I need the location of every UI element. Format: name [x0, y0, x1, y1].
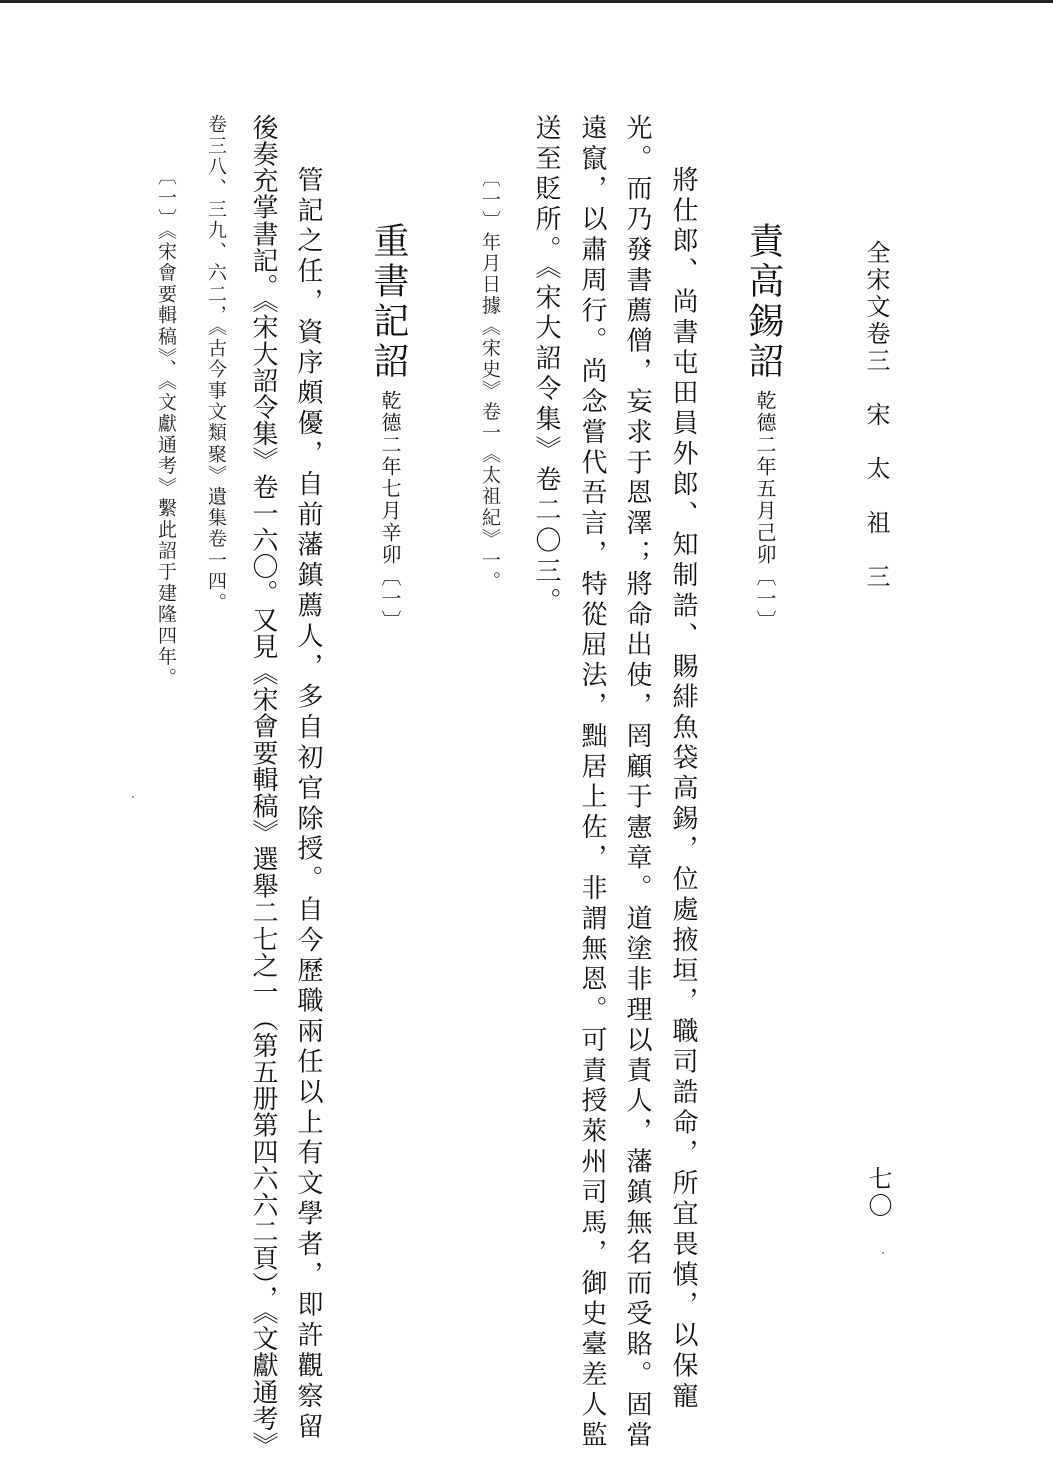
edict1-line4: 送至貶所。《宋大詔令集》卷二〇三。	[531, 114, 561, 618]
speck	[882, 1252, 884, 1254]
edict2-date: 乾德二年七月辛卯〔一〕	[378, 390, 402, 632]
edict2-title: 重書記詔	[368, 222, 409, 382]
page-number: 七〇	[864, 1166, 892, 1220]
edict1-line3: 遠竄，以肅周行。尚念嘗代吾言，特從屈法，黜居上佐，非謂無恩。可責授萊州司馬，御史臺差人監	[577, 114, 607, 1452]
edict1-date: 乾德二年五月己卯〔一〕	[753, 390, 777, 632]
edict1-line2: 光。而乃發書薦僧，妄求于恩澤；將命出使，罔顧于憲章。道塗非理以責人，藩鎮無名而受賂。固當	[622, 114, 652, 1452]
top-border	[0, 0, 1053, 3]
edict2-note: 〔一〕《宋會要輯稿》、《文獻通考》繫此詔于建隆四年。	[155, 166, 177, 689]
edict2-source-cont: 卷三八、三九、六二，《古今事文類聚》遺集卷一四。	[205, 114, 227, 614]
edict1-note: 〔一〕年月日據《宋史》卷一《太祖紀》一。	[479, 168, 501, 592]
edict2-line1: 管記之任，資序頗優，自前藩鎮薦人，多自初官除授。自今歷職兩任以上有文學者，即許觀察留	[293, 166, 323, 1443]
edict1-title: 責高錫詔	[743, 222, 784, 382]
edict2-line2: 後奏充掌書記。《宋大詔令集》卷一六〇。又見《宋會要輯稿》選舉二七之一（第五册第四六六二頁），《文獻通考》	[248, 114, 278, 1458]
speck	[132, 796, 134, 798]
running-title: 全宋文卷三 宋 太 祖 三	[862, 240, 890, 591]
edict1-line1: 將仕郎、尚書屯田員外郎、知制誥、賜緋魚袋高錫，位處掖垣，職司誥命，所宜畏慎，以保寵	[668, 166, 698, 1413]
